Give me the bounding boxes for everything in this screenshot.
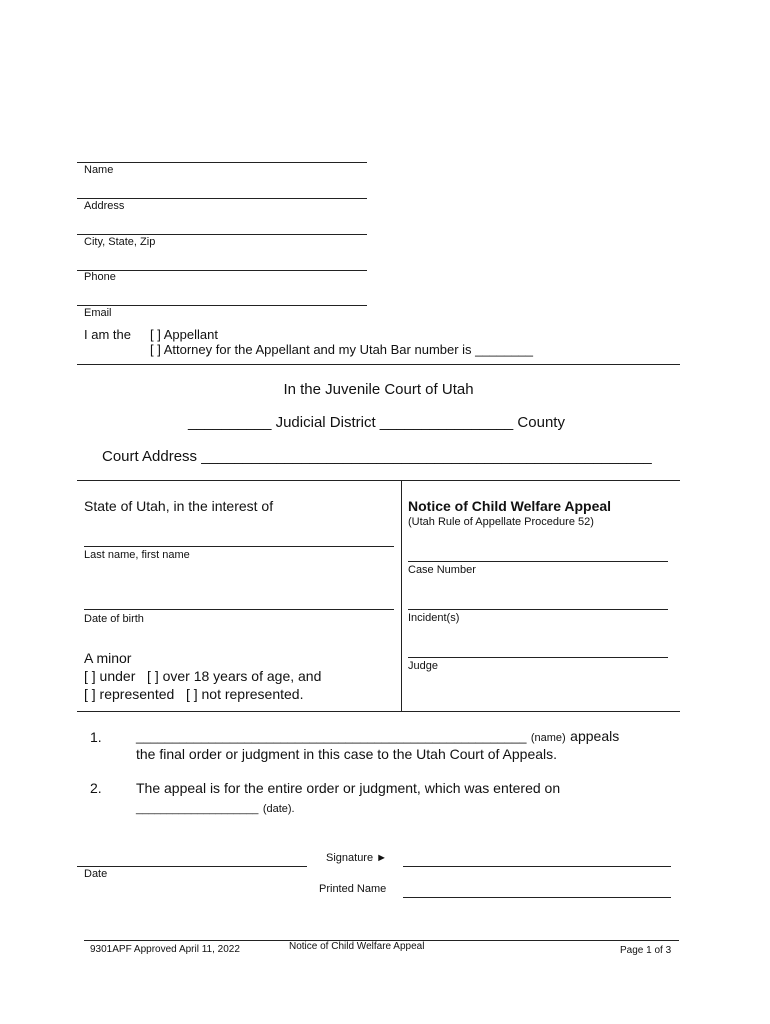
form-title: Notice of Child Welfare Appeal bbox=[408, 498, 612, 514]
printed-name-label: Printed Name bbox=[319, 883, 387, 895]
item-1-line2: the final order or judgment in this case to the Utah Court of Appeals. bbox=[136, 746, 558, 762]
last-first-line[interactable] bbox=[84, 546, 394, 547]
state-line: State of Utah, in the interest of bbox=[84, 498, 274, 514]
caption-divider bbox=[401, 480, 402, 711]
role-appellant-option[interactable]: [ ] Appellant bbox=[150, 327, 218, 342]
name-label: Name bbox=[84, 164, 114, 176]
case-number-label: Case Number bbox=[408, 564, 476, 576]
printed-name-line[interactable] bbox=[403, 897, 671, 898]
judge-line[interactable] bbox=[408, 657, 668, 658]
city-line[interactable] bbox=[77, 234, 367, 235]
incidents-line[interactable] bbox=[408, 609, 668, 610]
address-line[interactable] bbox=[77, 198, 367, 199]
caption-bottom-border bbox=[77, 711, 680, 712]
name-hint: (name) bbox=[530, 732, 566, 744]
dob-label: Date of birth bbox=[84, 613, 144, 625]
section-divider bbox=[77, 364, 680, 365]
address-label: Address bbox=[84, 200, 125, 212]
signature-label: Signature ► bbox=[326, 852, 388, 864]
item-1-number: 1. bbox=[90, 729, 102, 745]
role-attorney-option[interactable]: [ ] Attorney for the Appellant and my Utah Bar number is ________ bbox=[150, 342, 534, 357]
judge-label: Judge bbox=[408, 660, 438, 672]
form-subtitle: (Utah Rule of Appellate Procedure 52) bbox=[408, 516, 594, 528]
item-2-line1: The appeal is for the entire order or judgment, which was entered on bbox=[136, 780, 561, 796]
district-line[interactable]: __________ Judicial District ________________ County bbox=[188, 414, 565, 431]
appeals-word: appeals bbox=[570, 728, 620, 744]
item-2-line2 bbox=[136, 799, 295, 817]
name-line[interactable] bbox=[77, 162, 367, 163]
date-line[interactable] bbox=[77, 866, 307, 867]
court-title: In the Juvenile Court of Utah bbox=[283, 381, 474, 398]
phone-line[interactable] bbox=[77, 270, 367, 271]
role-label: I am the bbox=[84, 327, 131, 342]
item-2-number: 2. bbox=[90, 780, 102, 796]
email-label: Email bbox=[84, 307, 112, 319]
case-number-line[interactable] bbox=[408, 561, 668, 562]
appellant-name-blank[interactable]: ______________________________________________________ bbox=[136, 729, 527, 744]
entry-date-blank[interactable]: ____________________ bbox=[136, 803, 259, 815]
caption-top-border bbox=[77, 480, 680, 481]
email-line[interactable] bbox=[77, 305, 367, 306]
court-address-line[interactable]: Court Address ______________________________________________________ bbox=[102, 448, 652, 465]
dob-line[interactable] bbox=[84, 609, 394, 610]
footer-form-id: 9301APF Approved April 11, 2022 bbox=[90, 944, 240, 955]
footer-page-number: Page 1 of 3 bbox=[620, 945, 672, 956]
minor-label: A minor bbox=[84, 650, 132, 666]
representation-options[interactable]: [ ] represented [ ] not represented. bbox=[84, 686, 304, 702]
date-label: Date bbox=[84, 868, 108, 880]
item-1-line1 bbox=[136, 728, 619, 746]
city-label: City, State, Zip bbox=[84, 236, 156, 248]
age-options[interactable]: [ ] under [ ] over 18 years of age, and bbox=[84, 668, 322, 684]
phone-label: Phone bbox=[84, 271, 116, 283]
last-first-label: Last name, first name bbox=[84, 549, 190, 561]
signature-line[interactable] bbox=[403, 866, 671, 867]
footer-form-title: Notice of Child Welfare Appeal bbox=[289, 941, 425, 952]
incidents-label: Incident(s) bbox=[408, 612, 460, 624]
date-hint: (date). bbox=[262, 803, 295, 815]
